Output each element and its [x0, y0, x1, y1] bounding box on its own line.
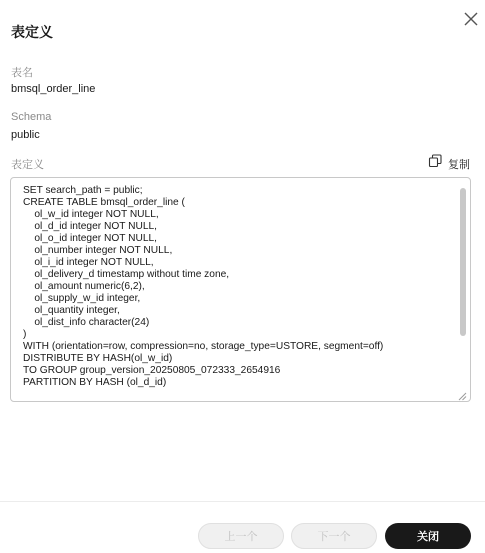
schema-value: public [11, 129, 40, 141]
table-name-value: bmsql_order_line [11, 83, 96, 95]
next-button[interactable]: 下一个 [291, 523, 377, 549]
copy-label: 复制 [448, 158, 470, 171]
close-button[interactable]: 关闭 [385, 523, 471, 549]
sql-definition-text: SET search_path = public; CREATE TABLE bmsql_order_line ( ol_w_id integer NOT NULL, ol_d_id integer NOT NULL, ol_o_id integer NOT NULL, ol_number integer NOT NULL, ol_i_id integer NOT NULL, ol_delivery_d timestamp without time zone, ol_amount numeric(6,2), ol_supply_w_id integer, ol_quantity integer, ol_dist_info character(24) ) WITH (orientation=row, compression=no, storage_type=USTORE, segment=off) DISTRIBUTE BY HASH(ol_w_id) TO GROUP group_version_20250805_072333_2654916 PARTITION BY HASH (ol_d_id) [23, 185, 384, 388]
scrollbar-thumb[interactable] [460, 188, 466, 336]
copy-icon [428, 154, 442, 173]
table-name-label: 表名 [11, 67, 33, 79]
dialog-title: 表定义 [11, 24, 53, 40]
resize-handle-icon[interactable] [457, 388, 467, 398]
definition-label: 表定义 [11, 159, 44, 171]
footer-divider [0, 501, 485, 502]
close-icon[interactable] [462, 10, 480, 28]
previous-button[interactable]: 上一个 [198, 523, 284, 549]
schema-label: Schema [11, 111, 52, 123]
copy-button[interactable] [428, 154, 470, 173]
definition-textarea[interactable] [10, 177, 471, 402]
